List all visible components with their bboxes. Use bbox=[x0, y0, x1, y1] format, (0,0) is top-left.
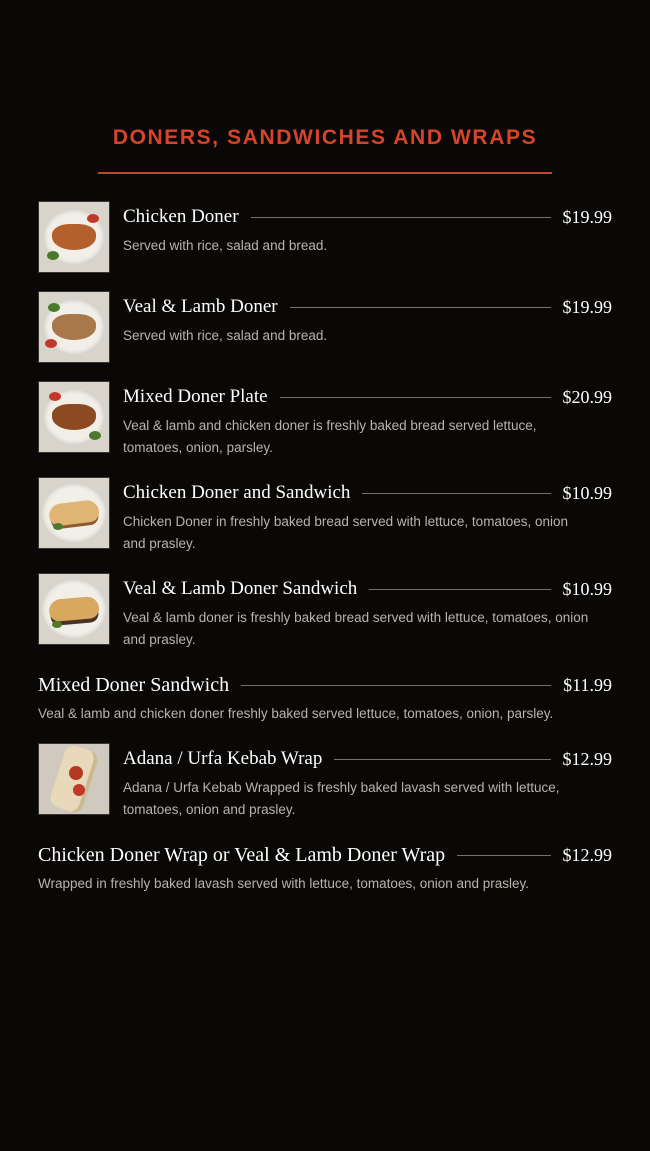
menu-item-heading-line bbox=[123, 385, 612, 409]
menu-item-name: Chicken Doner Wrap or Veal & Lamb Doner Wrap bbox=[38, 844, 446, 866]
menu-item-body bbox=[38, 839, 612, 895]
menu-item-description: Veal & lamb doner is freshly baked bread served with lettuce, tomatoes, onion and prasley. bbox=[123, 610, 589, 647]
menu-item bbox=[38, 839, 612, 895]
menu-item bbox=[38, 381, 612, 459]
mixed-doner-plate-photo bbox=[38, 381, 110, 453]
menu-item-body bbox=[123, 573, 612, 651]
menu-item-price: $10.99 bbox=[562, 483, 612, 503]
menu-item-description: Veal & lamb and chicken doner is freshly baked bread served lettuce, tomatoes, onion, parsley. bbox=[123, 418, 537, 455]
menu-item-description: Served with rice, salad and bread. bbox=[123, 328, 328, 343]
leader-line bbox=[457, 855, 550, 856]
leader-line bbox=[334, 759, 550, 760]
section-header bbox=[38, 0, 612, 174]
menu-item-body bbox=[123, 201, 612, 257]
leader-line bbox=[280, 397, 551, 398]
menu-item-price: $12.99 bbox=[562, 749, 612, 769]
menu-item bbox=[38, 743, 612, 821]
menu-item-body bbox=[123, 291, 612, 347]
menu-item-body bbox=[123, 743, 612, 821]
menu-item-description: Adana / Urfa Kebab Wrapped is freshly baked lavash served with lettuce, tomatoes, onion and prasley. bbox=[123, 780, 560, 817]
menu-item-body bbox=[123, 477, 612, 555]
menu-item-heading-line bbox=[38, 673, 612, 697]
menu-item-name: Chicken Doner and Sandwich bbox=[123, 482, 351, 503]
menu-item-price: $19.99 bbox=[562, 207, 612, 227]
leader-line bbox=[251, 217, 551, 218]
leader-line bbox=[241, 685, 551, 686]
page-title: DONERS, SANDWICHES AND WRAPS bbox=[112, 126, 538, 149]
menu-item-price: $10.99 bbox=[562, 579, 612, 599]
menu-item-heading-line bbox=[38, 843, 612, 867]
menu-item-description: Veal & lamb and chicken doner freshly baked served lettuce, tomatoes, onion, parsley. bbox=[38, 706, 554, 721]
menu-item-price: $12.99 bbox=[562, 845, 612, 865]
menu-item-heading-line bbox=[123, 295, 612, 319]
leader-line bbox=[362, 493, 550, 494]
chicken-doner-sandwich-photo bbox=[38, 477, 110, 549]
menu-item-name: Adana / Urfa Kebab Wrap bbox=[123, 748, 323, 769]
menu-item-description: Served with rice, salad and bread. bbox=[123, 238, 328, 253]
menu-item-heading-line bbox=[123, 747, 612, 771]
menu-item bbox=[38, 669, 612, 725]
menu-item-price: $19.99 bbox=[562, 297, 612, 317]
menu-item-description: Wrapped in freshly baked lavash served with lettuce, tomatoes, onion and prasley. bbox=[38, 876, 530, 891]
menu-item-price: $20.99 bbox=[562, 387, 612, 407]
menu-item-name: Veal & Lamb Doner Sandwich bbox=[123, 578, 358, 599]
menu-item-description: Chicken Doner in freshly baked bread served with lettuce, tomatoes, onion and prasley. bbox=[123, 514, 568, 551]
menu-item bbox=[38, 573, 612, 651]
menu-item-price: $11.99 bbox=[563, 675, 612, 695]
menu-item bbox=[38, 201, 612, 273]
menu-item-list bbox=[38, 201, 612, 895]
veal-lamb-doner-plate-photo bbox=[38, 291, 110, 363]
menu-item bbox=[38, 291, 612, 363]
leader-line bbox=[369, 589, 550, 590]
adana-urfa-kebab-wrap-photo bbox=[38, 743, 110, 815]
menu-item-name: Mixed Doner Sandwich bbox=[38, 674, 230, 696]
menu-item-name: Veal & Lamb Doner bbox=[123, 296, 278, 317]
chicken-doner-plate-photo bbox=[38, 201, 110, 273]
menu-item-body bbox=[38, 669, 612, 725]
menu-item bbox=[38, 477, 612, 555]
title-divider bbox=[98, 172, 552, 174]
menu-item-heading-line bbox=[123, 481, 612, 505]
menu-item-body bbox=[123, 381, 612, 459]
veal-lamb-doner-sandwich-photo bbox=[38, 573, 110, 645]
menu-item-name: Mixed Doner Plate bbox=[123, 386, 268, 407]
leader-line bbox=[290, 307, 551, 308]
menu-item-heading-line bbox=[123, 205, 612, 229]
menu-item-name: Chicken Doner bbox=[123, 206, 239, 227]
menu-item-heading-line bbox=[123, 577, 612, 601]
